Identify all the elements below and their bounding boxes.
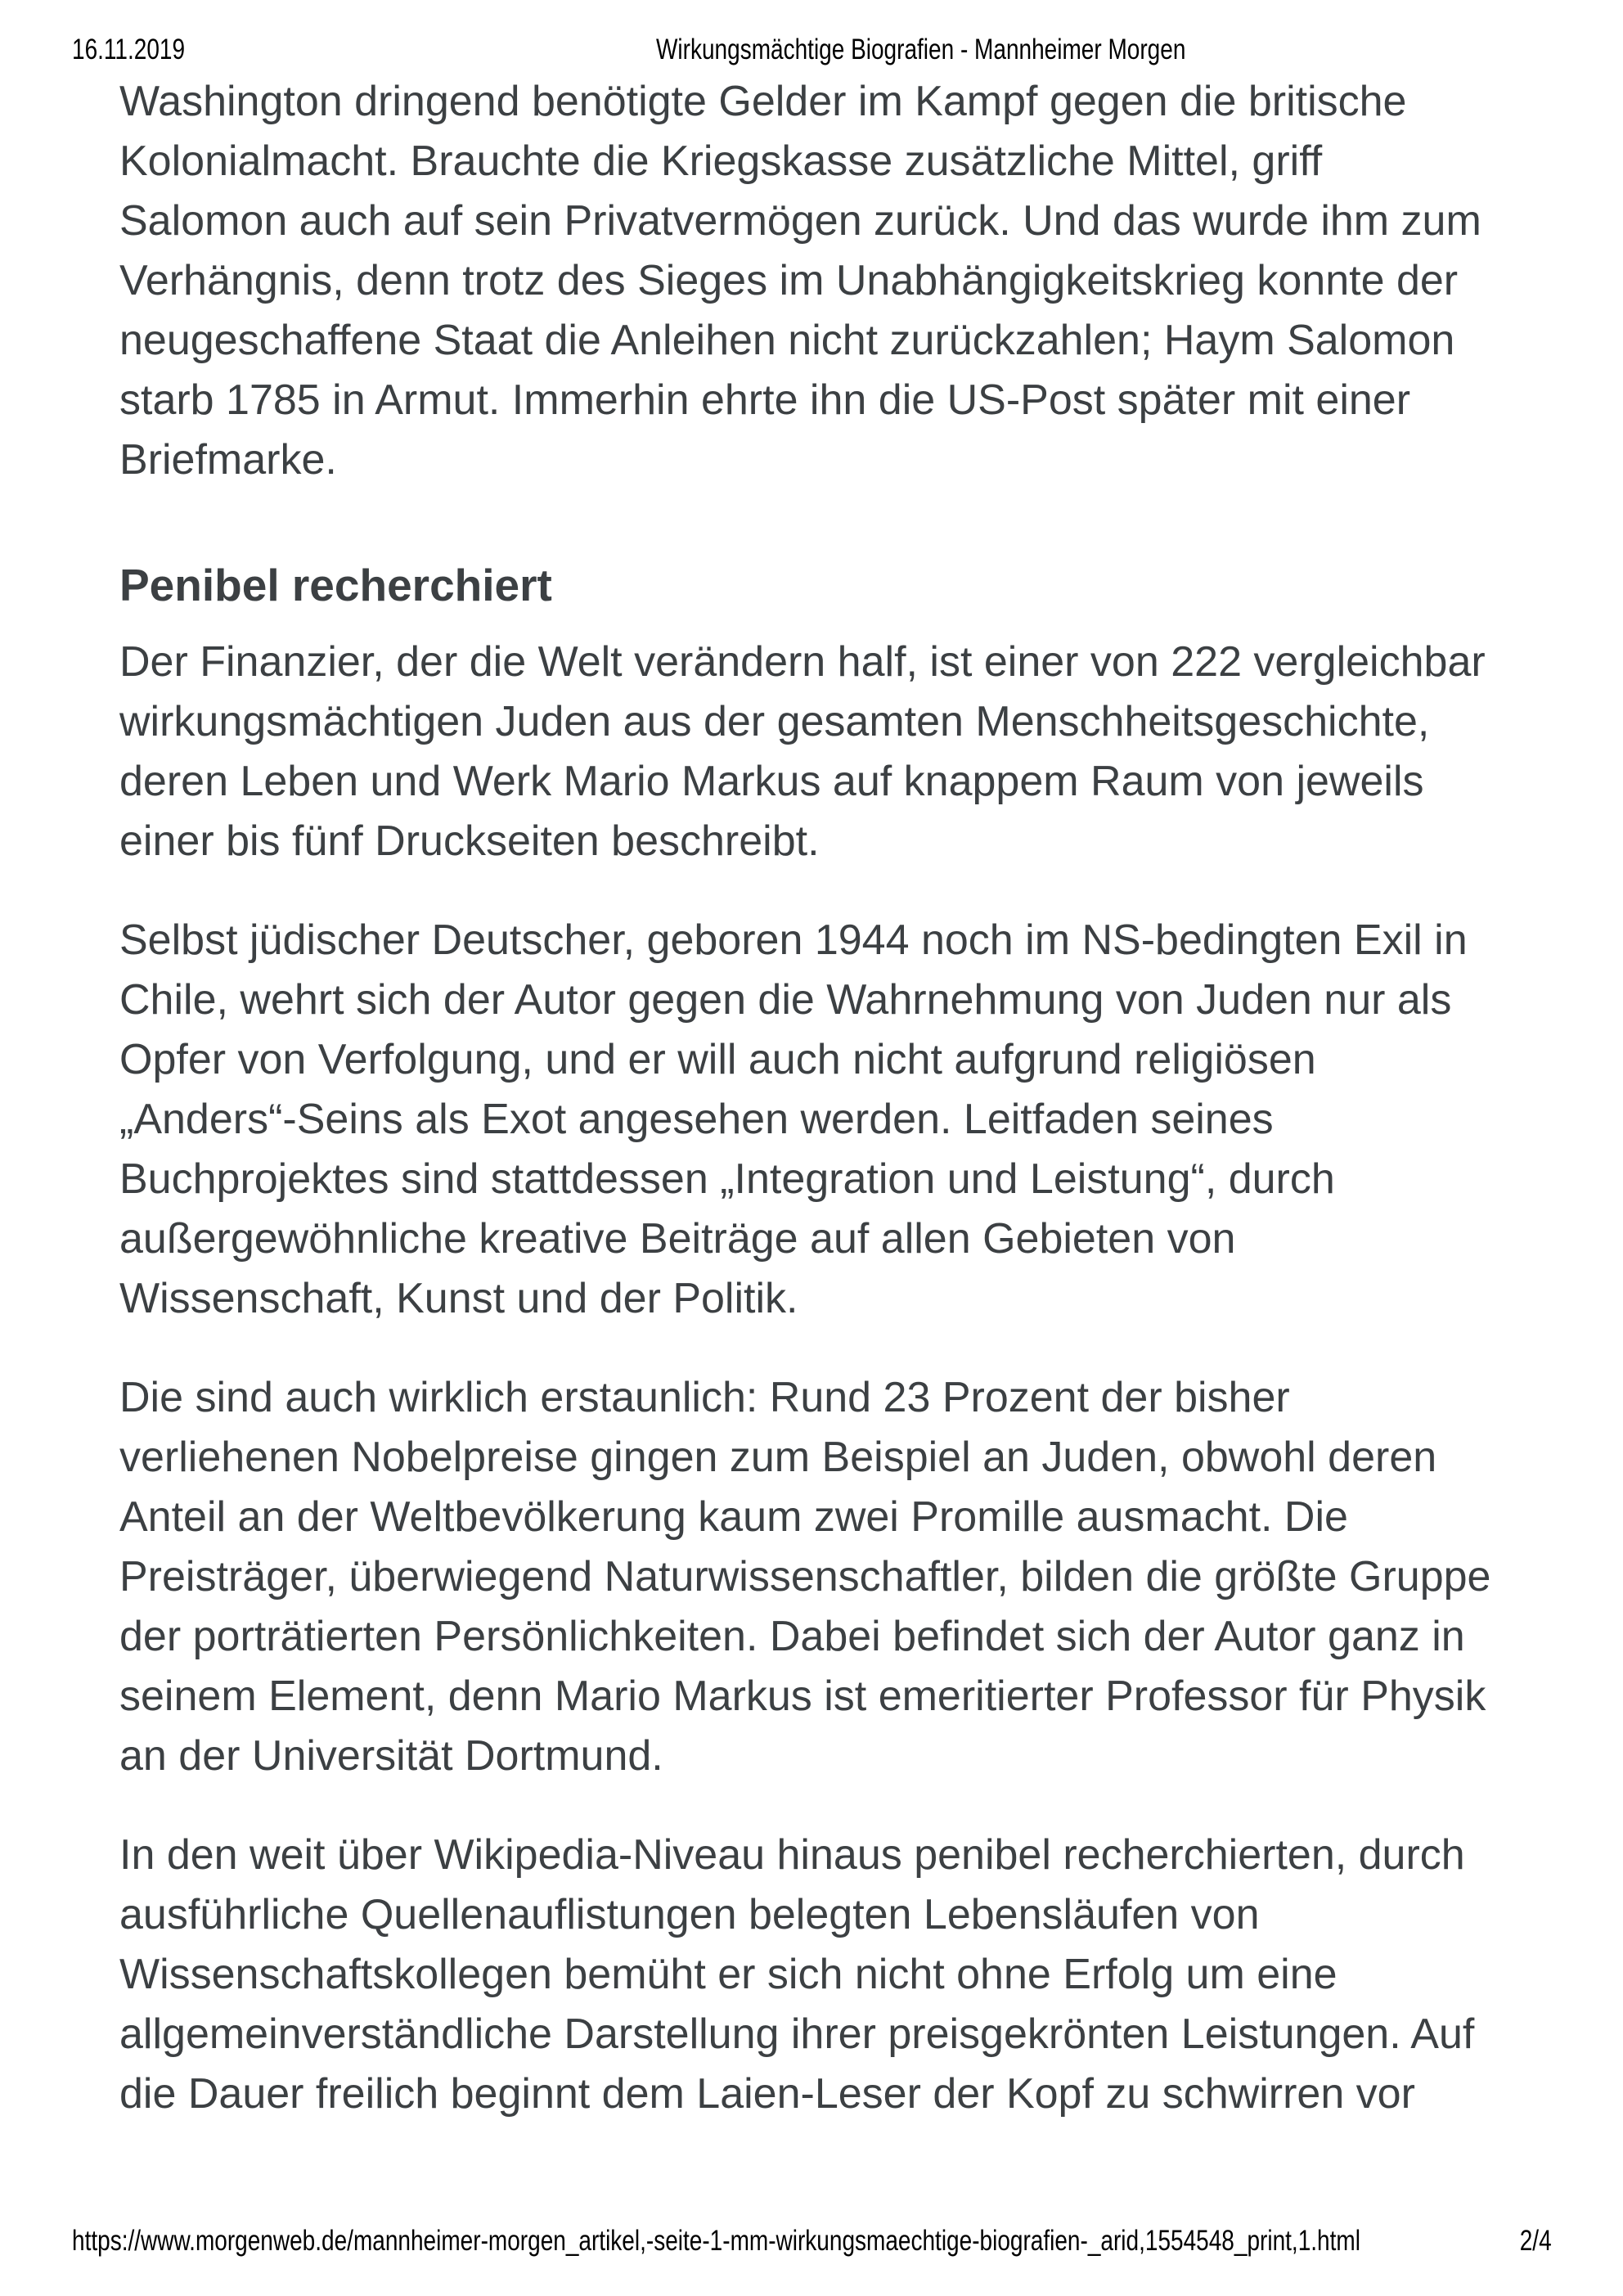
text-line: Briefmarke.: [119, 436, 337, 484]
text-line: einer bis fünf Druckseiten beschreibt.: [119, 817, 820, 865]
article-paragraph: [119, 72, 1526, 490]
article-paragraph: [119, 1368, 1526, 1786]
text-line: seinem Element, denn Mario Markus ist emeritierter Professor für Physik: [119, 1672, 1486, 1720]
text-line: Verhängnis, denn trotz des Sieges im Unabhängigkeitskrieg konnte der: [119, 257, 1459, 304]
text-line: deren Leben und Werk Mario Markus auf knappem Raum von jeweils: [119, 758, 1424, 805]
text-line: Opfer von Verfolgung, und er will auch nicht aufgrund religiösen: [119, 1036, 1316, 1083]
text-line: Buchprojektes sind stattdessen „Integration und Leistung“, durch: [119, 1155, 1335, 1203]
article-body: [119, 72, 1526, 2163]
text-line: der porträtierten Persönlichkeiten. Dabei befindet sich der Autor ganz in: [119, 1613, 1465, 1660]
print-header-date: 16.11.2019: [72, 34, 186, 65]
text-line: Die sind auch wirklich erstaunlich: Rund 23 Prozent der bisher: [119, 1374, 1290, 1421]
text-line: die Dauer freilich beginnt dem Laien-Leser der Kopf zu schwirren vor: [119, 2070, 1415, 2118]
print-footer-page-indicator: 2/4: [1520, 2225, 1552, 2257]
text-line: verliehenen Nobelpreise gingen zum Beispiel an Juden, obwohl deren: [119, 1434, 1437, 1481]
text-line: ausführliche Quellenauflistungen belegten Lebensläufen von: [119, 1891, 1260, 1938]
text-line: Der Finanzier, der die Welt verändern half, ist einer von 222 vergleichbar: [119, 638, 1486, 686]
text-line: Wissenschaft, Kunst und der Politik.: [119, 1275, 798, 1322]
text-line: Chile, wehrt sich der Autor gegen die Wahrnehmung von Juden nur als: [119, 976, 1452, 1024]
text-line: außergewöhnliche kreative Beiträge auf allen Gebieten von: [119, 1215, 1236, 1263]
article-paragraph: [119, 633, 1526, 871]
text-line: In den weit über Wikipedia-Niveau hinaus penibel recherchierten, durch: [119, 1831, 1465, 1879]
text-line: Kolonialmacht. Brauchte die Kriegskasse zusätzliche Mittel, griff: [119, 137, 1323, 185]
text-line: Wissenschaftskollegen bemüht er sich nicht ohne Erfolg um eine: [119, 1951, 1338, 1998]
text-line: wirkungsmächtigen Juden aus der gesamten Menschheitsgeschichte,: [119, 698, 1430, 745]
text-line: allgemeinverständliche Darstellung ihrer preisgekrönten Leistungen. Auf: [119, 2010, 1475, 2058]
text-line: Salomon auch auf sein Privatvermögen zurück. Und das wurde ihm zum: [119, 197, 1481, 245]
text-line: Preisträger, überwiegend Naturwissenschaftler, bilden die größte Gruppe: [119, 1553, 1491, 1600]
text-line: Anteil an der Weltbevölkerung kaum zwei Promille ausmacht. Die: [119, 1493, 1348, 1541]
article-paragraph: [119, 1826, 1526, 2124]
text-line: neugeschaffene Staat die Anleihen nicht zurückzahlen; Haym Salomon: [119, 317, 1455, 364]
text-line: Selbst jüdischer Deutscher, geboren 1944 noch im NS-bedingten Exil in: [119, 916, 1468, 964]
article-paragraph: [119, 911, 1526, 1329]
section-heading: Penibel recherchiert: [119, 560, 552, 610]
print-footer-url: https://www.morgenweb.de/mannheimer-morgen_artikel,-seite-1-mm-wirkungsmaechtige-biografien-_arid,1554548_print,1.html: [72, 2225, 1360, 2257]
text-line: Washington dringend benötigte Gelder im Kampf gegen die britische: [119, 78, 1407, 125]
text-line: starb 1785 in Armut. Immerhin ehrte ihn die US-Post später mit einer: [119, 376, 1411, 424]
text-line: an der Universität Dortmund.: [119, 1732, 663, 1780]
print-header-title: Wirkungsmächtige Biografien - Mannheimer Morgen: [656, 34, 1186, 65]
text-line: „Anders“-Seins als Exot angesehen werden. Leitfaden seines: [119, 1096, 1274, 1143]
